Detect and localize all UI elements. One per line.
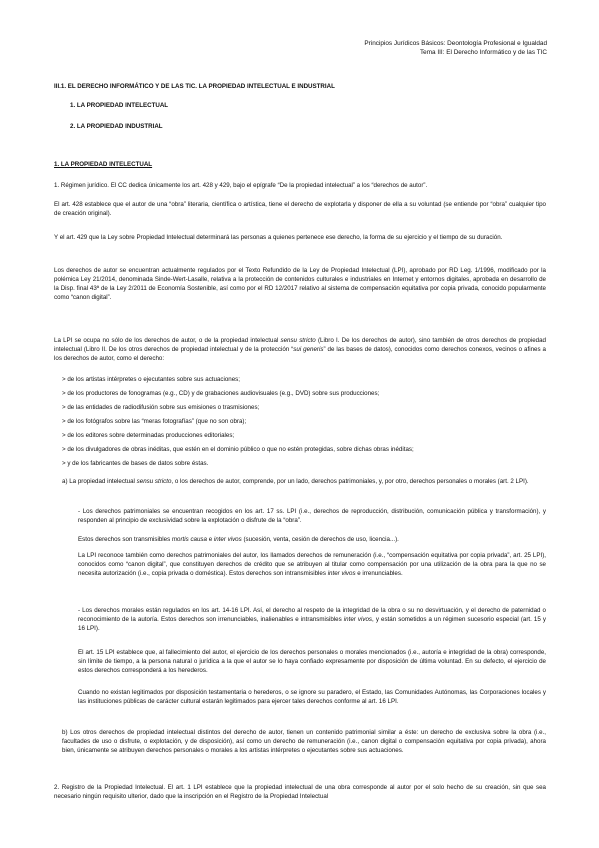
subheading: 1. LA PROPIEDAD INTELECTUAL [54,161,153,168]
paragraph-art428: El art. 428 establece que el autor de una “obra” literaria, científica o artística, tiene el derecho de explotarla y disponer de ella a su voluntad (se entiende por “obra” cualquier tipo de creación original). [54,201,546,217]
paragraph-legitimados: Cuando no existan legitimados por disposición testamentaria o herederos, o se ignore su paradero, el Estado, las Comunidades Autónomas, las Corporaciones locales y las instituciones públicas de carácter cultural estarán legitimados para ejercer tales derechos conforme al art. 16 LPI. [78,689,546,705]
paragraph-regimen: 1. Régimen jurídico. El CC dedica únicamente los art. 428 y 429, bajo el epígrafe “De la propiedad intelectual” a los “derechos de autor”. [54,182,428,189]
list-item: > de los productores de fonogramas (e.g., CD) y de grabaciones audiovisuales (e.g., DVD) sobre sus producciones; [62,390,380,397]
list-item: > de los divulgadores de obras inéditas, que estén en el dominio público o que no estén protegidas, sobre dichas obras inéditas; [62,446,414,453]
section-title: III.1. EL DERECHO INFORMÁTICO Y DE LAS TIC. LA PROPIEDAD INTELECTUAL E INDUSTRIAL [54,83,335,90]
paragraph-lpi-regulation: Los derechos de autor se encuentran actualmente regulados por el Texto Refundido de la Ley de Propiedad Intelectual (LPI), aprobado por RD Leg. 1/1996, modificado por la polémica Ley 21/2014, denominada Sinde-Wert-Lasalle, relativa a la protección de contenidos culturales e industriales en Internet y entornos digitales, aprobada en desarrollo de la Disp. final 43ª de la Ley 2/2011 de Economía Sostenible, así como por el RD 12/2017 relativo al sistema de compensación equitativa por copia privada, conocido popularmente como “canon digital”. [54,267,546,301]
paragraph-art15: El art. 15 LPI establece que, al fallecimiento del autor, el ejercicio de los derechos personales o morales mencionados (i.e., autoría e integridad de la obra) corresponde, sin límite de tiempo, a la persona natural o jurídica a la que el autor se lo haya confiado expresamente por disposición de última voluntad. En su defecto, el ejercicio de estos derechos corresponderá a los herederos. [78,649,546,674]
paragraph-remuneracion: La LPI reconoce también como derechos patrimoniales del autor, los llamados derechos de remuneración (i.e., “compensación equitativa por copia privada”, art. 25 LPI), conocidos como “canon digital”, que constituyen derechos de crédito que se atribuyen al titular como compensación por una utilización de la obra para la que no se necesita autorización (i.e., copia privada o doméstica). Estos derechos son intransmisibles inter vivos e irrenunciables. [78,552,546,577]
paragraph-derechos-patrimoniales: - Los derechos patrimoniales se encuentran recogidos en los art. 17 ss. LPI (i.e., derechos de reproducción, distribución, comunicación pública y transformación), y responden al principio de exclusividad sobre la explotación o disfrute de la “obra”. [78,508,546,524]
paragraph-lpi-scope: La LPI se ocupa no sólo de los derechos de autor, o de la propiedad intelectual sensu stricto (Libro I. De los derechos de autor), sino también de otros derechos de propiedad intelectual (Libro II. De los otros derechos de propiedad intelectual y de la protección “sui generis” de las bases de datos), conocidos como derechos conexos, vecinos o afines a los derechos de autor, como el derecho: [54,337,547,362]
list-item: > de los fotógrafos sobre las “meras fotografías” (que no son obra); [62,418,247,425]
toc-item-1: 1. LA PROPIEDAD INTELECTUAL [70,102,169,109]
paragraph-derechos-morales: - Los derechos morales están regulados en los art. 14-16 LPI. Así, el derecho al respeto de la integridad de la obra o su no desvirtuación, y el derecho de paternidad o reconocimiento de la autoría. Estos derechos son irrenunciables, inalienables e intransmisibles inter vivos, y están sometidos a un régimen sucesorio especial (art. 15 y 16 LPI). [78,607,546,632]
paragraph-registro: 2. Registro de la Propiedad Intelectual. El art. 1 LPI establece que la propiedad intelectual de una obra corresponde al autor por el solo hecho de su creación, sin que sea necesario ningún requisito ulterior, dado que la inscripción en el Registro de la Propiedad Intelectual [54,784,546,800]
paragraph-art429: Y el art. 429 que la Ley sobre Propiedad Intelectual determinará las personas a quienes pertenece ese derecho, la forma de su ejercicio y el tiempo de su duración. [54,234,503,241]
header-course-title: Principios Jurídicos Básicos: Deontología Profesional e Igualdad [364,40,547,47]
list-item: > de los editores sobre determinadas producciones editoriales; [62,432,235,439]
paragraph-transmisibles: Estos derechos son transmisibles mortis causa e inter vivos (sucesión, venta, cesión de derechos de uso, licencia...). [78,536,399,543]
list-item: > de las entidades de radiodifusión sobre sus emisiones o trasmisiones; [62,404,260,411]
list-item: > de los artistas intérpretes o ejecutantes sobre sus actuaciones; [62,376,240,383]
header-topic-title: Tema III: El Derecho Informático y de las TIC [419,49,547,56]
toc-item-2: 2. LA PROPIEDAD INDUSTRIAL [70,123,163,130]
paragraph-otros-derechos: b) Los otros derechos de propiedad intelectual distintos del derecho de autor, tienen un contenido patrimonial similar a éste: un derecho de exclusiva sobre la obra (i.e., facultades de uso o disfrute, o explotación, y de disposición), así como un derecho de remuneración (i.e., canon digital o compensación equitativa por copia privada), ahora bien, únicamente se atribuyen derechos personales o morales a los artistas intérpretes o ejecutantes sobre sus actuaciones. [62,729,546,754]
paragraph-sensu-stricto: a) La propiedad intelectual sensu stricto, o los derechos de autor, comprende, por un lado, derechos patrimoniales, y, por otro, derechos personales o morales (art. 2 LPI). [62,478,529,485]
list-item: > y de los fabricantes de bases de datos sobre éstas. [62,460,209,467]
